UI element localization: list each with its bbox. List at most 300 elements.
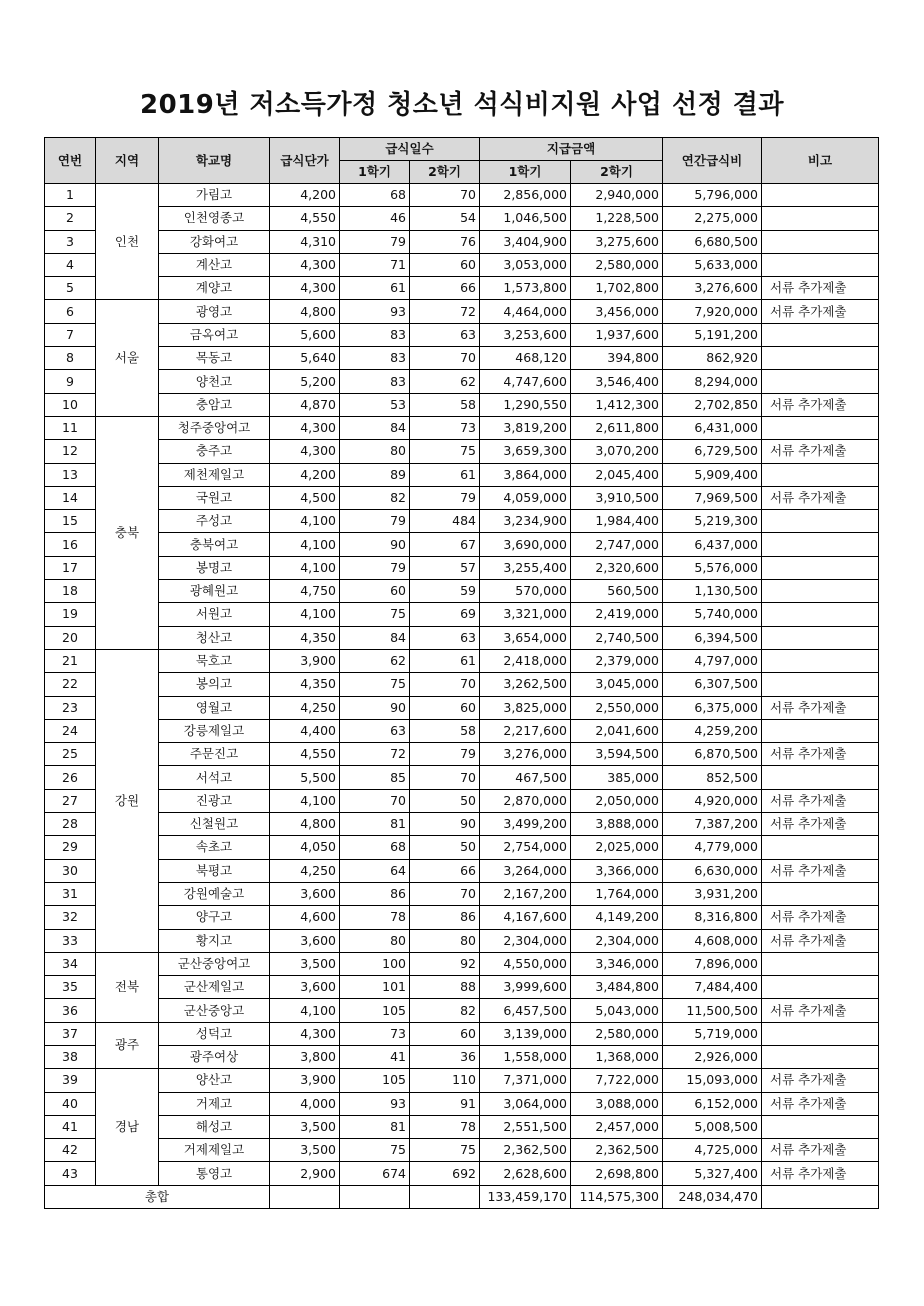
row-number: 42 [45,1139,96,1162]
row-amount-semester-2: 2,747,000 [571,533,663,556]
row-days-semester-1: 80 [340,929,410,952]
selection-results-table [44,137,879,1209]
header-annual-cost: 연간급식비 [663,138,762,184]
row-amount-semester-2: 2,580,000 [571,1022,663,1045]
row-days-semester-2: 90 [410,813,480,836]
row-amount-semester-1: 3,864,000 [480,463,571,486]
row-unit-price: 3,900 [270,1069,340,1092]
row-days-semester-2: 70 [410,184,480,207]
row-school-name: 거제고 [159,1092,270,1115]
table-row [45,1092,879,1115]
row-school-name: 청산고 [159,626,270,649]
row-note [762,347,879,370]
row-days-semester-2: 76 [410,230,480,253]
table-row [45,347,879,370]
row-unit-price: 4,300 [270,253,340,276]
row-school-name: 양천고 [159,370,270,393]
row-number: 7 [45,323,96,346]
row-days-semester-1: 674 [340,1162,410,1185]
table-row [45,1022,879,1045]
table-row [45,416,879,439]
row-unit-price: 4,100 [270,999,340,1022]
row-amount-semester-2: 2,320,600 [571,556,663,579]
row-number: 1 [45,184,96,207]
total-label: 총합 [45,1185,270,1208]
row-days-semester-1: 73 [340,1022,410,1045]
table-row [45,393,879,416]
row-amount-semester-1: 3,404,900 [480,230,571,253]
row-number: 41 [45,1115,96,1138]
table-row [45,743,879,766]
row-unit-price: 4,750 [270,580,340,603]
row-days-semester-2: 73 [410,416,480,439]
row-number: 21 [45,649,96,672]
row-school-name: 성덕고 [159,1022,270,1045]
row-unit-price: 4,500 [270,486,340,509]
row-note [762,1115,879,1138]
row-amount-semester-2: 1,937,600 [571,323,663,346]
total-unit-price [270,1185,340,1208]
row-days-semester-2: 63 [410,626,480,649]
row-days-semester-2: 60 [410,1022,480,1045]
row-annual-cost: 5,191,200 [663,323,762,346]
row-amount-semester-1: 3,255,400 [480,556,571,579]
row-amount-semester-1: 3,053,000 [480,253,571,276]
table-row [45,1162,879,1185]
row-school-name: 북평고 [159,859,270,882]
row-unit-price: 4,550 [270,207,340,230]
row-days-semester-2: 57 [410,556,480,579]
row-number: 37 [45,1022,96,1045]
row-unit-price: 3,500 [270,952,340,975]
header-days-semester-1: 1학기 [340,161,410,184]
row-days-semester-2: 60 [410,253,480,276]
row-days-semester-2: 50 [410,789,480,812]
table-header [45,138,879,184]
row-amount-semester-2: 2,457,000 [571,1115,663,1138]
row-region: 전북 [96,952,159,1022]
row-school-name: 양산고 [159,1069,270,1092]
row-unit-price: 4,050 [270,836,340,859]
row-amount-semester-2: 3,045,000 [571,673,663,696]
row-days-semester-1: 68 [340,836,410,859]
row-number: 6 [45,300,96,323]
row-amount-semester-1: 3,690,000 [480,533,571,556]
row-unit-price: 3,600 [270,976,340,999]
row-amount-semester-2: 2,041,600 [571,719,663,742]
header-note: 비고 [762,138,879,184]
header-amount-semester-2: 2학기 [571,161,663,184]
row-note [762,580,879,603]
row-number: 28 [45,813,96,836]
row-number: 19 [45,603,96,626]
row-school-name: 신철원고 [159,813,270,836]
row-annual-cost: 852,500 [663,766,762,789]
row-days-semester-1: 71 [340,253,410,276]
row-days-semester-1: 84 [340,626,410,649]
row-days-semester-1: 93 [340,1092,410,1115]
row-amount-semester-2: 1,228,500 [571,207,663,230]
row-days-semester-2: 63 [410,323,480,346]
row-note [762,556,879,579]
row-school-name: 충북여고 [159,533,270,556]
row-amount-semester-1: 1,290,550 [480,393,571,416]
row-amount-semester-2: 2,025,000 [571,836,663,859]
row-days-semester-1: 75 [340,673,410,696]
row-days-semester-2: 62 [410,370,480,393]
row-number: 3 [45,230,96,253]
row-amount-semester-1: 1,046,500 [480,207,571,230]
row-note [762,323,879,346]
row-school-name: 충주고 [159,440,270,463]
row-note: 서류 추가제출 [762,1069,879,1092]
row-days-semester-2: 61 [410,649,480,672]
row-amount-semester-2: 2,940,000 [571,184,663,207]
row-unit-price: 5,600 [270,323,340,346]
row-number: 2 [45,207,96,230]
row-days-semester-1: 62 [340,649,410,672]
row-annual-cost: 4,725,000 [663,1139,762,1162]
row-amount-semester-2: 1,412,300 [571,393,663,416]
row-days-semester-2: 61 [410,463,480,486]
row-amount-semester-1: 3,139,000 [480,1022,571,1045]
row-note: 서류 추가제출 [762,440,879,463]
table-row [45,1069,879,1092]
row-amount-semester-1: 3,825,000 [480,696,571,719]
row-number: 25 [45,743,96,766]
header-days-semester-2: 2학기 [410,161,480,184]
row-days-semester-2: 80 [410,929,480,952]
row-amount-semester-1: 3,999,600 [480,976,571,999]
row-days-semester-2: 67 [410,533,480,556]
row-annual-cost: 7,896,000 [663,952,762,975]
row-days-semester-2: 69 [410,603,480,626]
table-row [45,370,879,393]
row-days-semester-1: 83 [340,347,410,370]
row-days-semester-1: 68 [340,184,410,207]
row-unit-price: 4,100 [270,556,340,579]
row-note: 서류 추가제출 [762,813,879,836]
row-amount-semester-1: 4,747,600 [480,370,571,393]
row-school-name: 속초고 [159,836,270,859]
row-annual-cost: 4,608,000 [663,929,762,952]
row-unit-price: 4,550 [270,743,340,766]
row-school-name: 군산중앙고 [159,999,270,1022]
row-days-semester-2: 75 [410,1139,480,1162]
row-days-semester-1: 70 [340,789,410,812]
row-note: 서류 추가제출 [762,1092,879,1115]
row-unit-price: 4,200 [270,184,340,207]
row-unit-price: 4,300 [270,277,340,300]
row-school-name: 해성고 [159,1115,270,1138]
row-annual-cost: 8,316,800 [663,906,762,929]
row-annual-cost: 3,276,600 [663,277,762,300]
row-note: 서류 추가제출 [762,1162,879,1185]
row-unit-price: 4,300 [270,416,340,439]
row-amount-semester-1: 4,550,000 [480,952,571,975]
row-amount-semester-2: 3,888,000 [571,813,663,836]
row-annual-cost: 7,969,500 [663,486,762,509]
table-row [45,230,879,253]
row-number: 4 [45,253,96,276]
row-annual-cost: 6,375,000 [663,696,762,719]
row-annual-cost: 6,729,500 [663,440,762,463]
table-row [45,323,879,346]
row-amount-semester-1: 2,754,000 [480,836,571,859]
row-days-semester-1: 90 [340,533,410,556]
row-amount-semester-2: 3,088,000 [571,1092,663,1115]
row-annual-cost: 15,093,000 [663,1069,762,1092]
row-amount-semester-2: 2,304,000 [571,929,663,952]
row-amount-semester-2: 2,550,000 [571,696,663,719]
row-days-semester-1: 78 [340,906,410,929]
table-row [45,253,879,276]
table-row [45,277,879,300]
row-amount-semester-2: 1,368,000 [571,1045,663,1068]
row-days-semester-1: 61 [340,277,410,300]
row-amount-semester-1: 3,499,200 [480,813,571,836]
row-annual-cost: 5,008,500 [663,1115,762,1138]
row-note [762,649,879,672]
row-school-name: 제천제일고 [159,463,270,486]
row-days-semester-1: 79 [340,230,410,253]
table-row [45,1045,879,1068]
table-row [45,906,879,929]
row-days-semester-1: 63 [340,719,410,742]
row-amount-semester-2: 2,580,000 [571,253,663,276]
row-amount-semester-2: 4,149,200 [571,906,663,929]
row-days-semester-2: 79 [410,486,480,509]
row-school-name: 서원고 [159,603,270,626]
row-amount-semester-2: 5,043,000 [571,999,663,1022]
row-amount-semester-2: 2,698,800 [571,1162,663,1185]
row-unit-price: 3,500 [270,1139,340,1162]
row-annual-cost: 6,630,000 [663,859,762,882]
row-school-name: 목동고 [159,347,270,370]
row-unit-price: 4,310 [270,230,340,253]
row-unit-price: 4,100 [270,510,340,533]
row-school-name: 광혜원고 [159,580,270,603]
row-amount-semester-2: 1,764,000 [571,882,663,905]
row-school-name: 황지고 [159,929,270,952]
row-note [762,673,879,696]
row-days-semester-1: 53 [340,393,410,416]
row-days-semester-1: 85 [340,766,410,789]
row-annual-cost: 5,219,300 [663,510,762,533]
row-note [762,463,879,486]
row-school-name: 강릉제일고 [159,719,270,742]
row-annual-cost: 3,931,200 [663,882,762,905]
row-days-semester-1: 105 [340,999,410,1022]
row-number: 39 [45,1069,96,1092]
row-days-semester-1: 72 [340,743,410,766]
row-days-semester-1: 81 [340,1115,410,1138]
row-annual-cost: 5,719,000 [663,1022,762,1045]
row-amount-semester-1: 3,654,000 [480,626,571,649]
row-number: 13 [45,463,96,486]
row-days-semester-1: 100 [340,952,410,975]
row-annual-cost: 4,920,000 [663,789,762,812]
row-amount-semester-1: 2,362,500 [480,1139,571,1162]
row-number: 12 [45,440,96,463]
row-amount-semester-1: 2,628,600 [480,1162,571,1185]
row-school-name: 가림고 [159,184,270,207]
row-annual-cost: 6,431,000 [663,416,762,439]
row-amount-semester-1: 2,167,200 [480,882,571,905]
row-note [762,882,879,905]
total-amount-semester-1: 133,459,170 [480,1185,571,1208]
total-row [45,1185,879,1208]
row-school-name: 주성고 [159,510,270,533]
row-number: 43 [45,1162,96,1185]
row-days-semester-2: 60 [410,696,480,719]
row-amount-semester-1: 3,659,300 [480,440,571,463]
row-school-name: 봉명고 [159,556,270,579]
row-note: 서류 추가제출 [762,743,879,766]
row-region: 충북 [96,416,159,649]
row-annual-cost: 6,437,000 [663,533,762,556]
header-region: 지역 [96,138,159,184]
row-annual-cost: 2,702,850 [663,393,762,416]
row-school-name: 강원예술고 [159,882,270,905]
row-amount-semester-1: 4,059,000 [480,486,571,509]
row-unit-price: 4,600 [270,906,340,929]
row-unit-price: 4,300 [270,440,340,463]
row-unit-price: 3,600 [270,929,340,952]
row-days-semester-1: 46 [340,207,410,230]
row-days-semester-2: 86 [410,906,480,929]
row-number: 18 [45,580,96,603]
row-amount-semester-1: 4,167,600 [480,906,571,929]
table-row [45,929,879,952]
row-annual-cost: 5,796,000 [663,184,762,207]
row-unit-price: 4,350 [270,626,340,649]
table-row [45,300,879,323]
row-annual-cost: 7,484,400 [663,976,762,999]
row-number: 26 [45,766,96,789]
row-unit-price: 5,200 [270,370,340,393]
row-days-semester-2: 70 [410,347,480,370]
row-days-semester-1: 90 [340,696,410,719]
table-row [45,510,879,533]
row-region: 광주 [96,1022,159,1069]
row-unit-price: 4,100 [270,603,340,626]
row-amount-semester-1: 467,500 [480,766,571,789]
row-unit-price: 4,800 [270,300,340,323]
row-note: 서류 추가제출 [762,929,879,952]
row-annual-cost: 4,797,000 [663,649,762,672]
row-amount-semester-2: 3,366,000 [571,859,663,882]
row-amount-semester-2: 3,594,500 [571,743,663,766]
row-amount-semester-2: 560,500 [571,580,663,603]
table-row [45,999,879,1022]
row-number: 16 [45,533,96,556]
row-unit-price: 4,350 [270,673,340,696]
row-amount-semester-1: 2,418,000 [480,649,571,672]
row-amount-semester-1: 2,551,500 [480,1115,571,1138]
row-days-semester-2: 70 [410,766,480,789]
row-unit-price: 5,640 [270,347,340,370]
row-days-semester-1: 41 [340,1045,410,1068]
row-annual-cost: 8,294,000 [663,370,762,393]
row-amount-semester-2: 2,419,000 [571,603,663,626]
row-number: 5 [45,277,96,300]
table-row [45,626,879,649]
row-amount-semester-2: 1,702,800 [571,277,663,300]
row-note [762,510,879,533]
row-amount-semester-1: 3,234,900 [480,510,571,533]
row-amount-semester-2: 7,722,000 [571,1069,663,1092]
row-days-semester-1: 83 [340,370,410,393]
row-days-semester-2: 66 [410,277,480,300]
row-note: 서류 추가제출 [762,486,879,509]
row-annual-cost: 5,633,000 [663,253,762,276]
row-unit-price: 3,600 [270,882,340,905]
row-school-name: 군산제일고 [159,976,270,999]
table-row [45,719,879,742]
table-row [45,813,879,836]
row-days-semester-1: 79 [340,510,410,533]
row-amount-semester-2: 3,070,200 [571,440,663,463]
row-days-semester-1: 64 [340,859,410,882]
row-annual-cost: 2,926,000 [663,1045,762,1068]
row-number: 8 [45,347,96,370]
row-annual-cost: 6,307,500 [663,673,762,696]
row-school-name: 주문진고 [159,743,270,766]
row-number: 23 [45,696,96,719]
row-region: 경남 [96,1069,159,1185]
row-amount-semester-2: 2,045,400 [571,463,663,486]
row-days-semester-2: 82 [410,999,480,1022]
row-unit-price: 4,200 [270,463,340,486]
table-row [45,486,879,509]
row-days-semester-2: 54 [410,207,480,230]
total-amount-semester-2: 114,575,300 [571,1185,663,1208]
table-row [45,696,879,719]
row-note [762,836,879,859]
header-no: 연번 [45,138,96,184]
row-school-name: 광주여상 [159,1045,270,1068]
table-body [45,184,879,1209]
table-row [45,882,879,905]
row-amount-semester-1: 1,558,000 [480,1045,571,1068]
row-number: 17 [45,556,96,579]
row-unit-price: 4,250 [270,696,340,719]
row-amount-semester-1: 3,253,600 [480,323,571,346]
row-days-semester-1: 79 [340,556,410,579]
row-annual-cost: 5,740,000 [663,603,762,626]
row-school-name: 영월고 [159,696,270,719]
row-days-semester-1: 105 [340,1069,410,1092]
row-days-semester-2: 92 [410,952,480,975]
row-note [762,184,879,207]
row-school-name: 봉의고 [159,673,270,696]
row-number: 32 [45,906,96,929]
row-days-semester-2: 484 [410,510,480,533]
row-unit-price: 4,870 [270,393,340,416]
row-unit-price: 4,800 [270,813,340,836]
row-annual-cost: 5,327,400 [663,1162,762,1185]
row-days-semester-2: 58 [410,719,480,742]
row-annual-cost: 862,920 [663,347,762,370]
row-amount-semester-2: 3,546,400 [571,370,663,393]
row-number: 36 [45,999,96,1022]
row-amount-semester-2: 1,984,400 [571,510,663,533]
row-number: 24 [45,719,96,742]
total-days-semester-1 [340,1185,410,1208]
table-row [45,580,879,603]
row-note [762,1022,879,1045]
